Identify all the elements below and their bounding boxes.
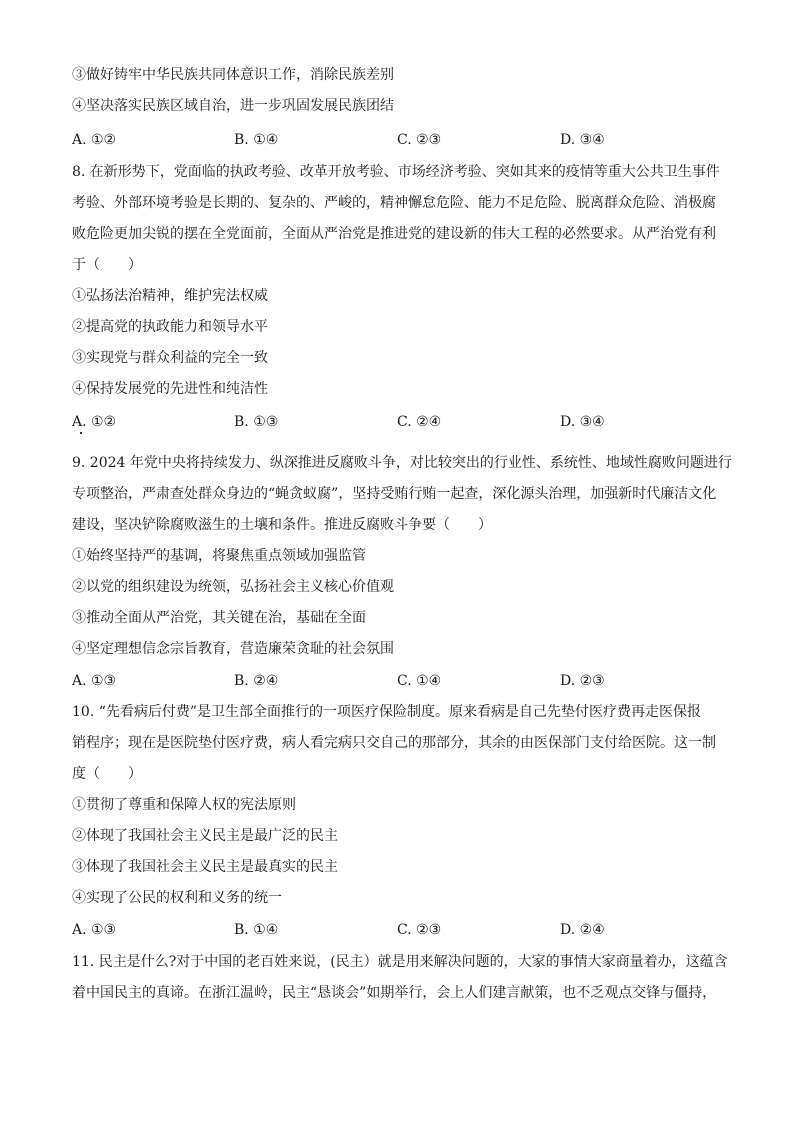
q8-statement-3: ③实现党与群众利益的完全一致	[72, 350, 268, 366]
q10-statement-2: ②体现了我国社会主义民主是最广泛的民主	[72, 828, 338, 844]
q9-statement-2: ②以党的组织建设为统领，弘扬社会主义核心价值观	[72, 579, 394, 595]
q7-option-b: B. ①④	[234, 132, 279, 148]
q9-statement-3: ③推动全面从严治党，其关键在治，基础在全面	[72, 610, 366, 626]
q10-option-a: A. ①③	[72, 922, 117, 938]
q9-option-a: A. ①③	[72, 673, 117, 689]
q8-stem-line: 败危险更加尖锐的摆在全党面前，全面从严治党是推进党的建设新的伟大工程的必然要求。从严治党有利	[72, 226, 716, 242]
q10-option-d: D. ②④	[560, 922, 605, 938]
q10-statement-3: ③体现了我国社会主义民主是最真实的民主	[72, 859, 338, 875]
stray-dot	[80, 432, 82, 434]
q8-stem-line: 8. 在新形势下，党面临的执政考验、改革开放考验、市场经济考验、突如其来的疫情等重大公共卫生事件	[72, 164, 720, 180]
q9-stem-line: 9. 2024 年党中央将持续发力、纵深推进反腐败斗争，对比较突出的行业性、系统性、地域性腐败问题进行	[72, 455, 732, 471]
q10-statement-1: ①贯彻了尊重和保障人权的宪法原则	[72, 797, 296, 813]
q9-option-c: C. ①④	[397, 673, 442, 689]
q8-option-c: C. ②④	[397, 414, 442, 430]
q10-stem-line: 10. “先看病后付费”是卫生部全面推行的一项医疗保险制度。原来看病是自己先垫付医疗费再走医保报	[72, 704, 702, 720]
q10-option-b: B. ①④	[234, 922, 279, 938]
q8-option-d: D. ③④	[560, 414, 605, 430]
q11-stem-line: 着中国民主的真谛。在浙江温岭，民主“恳谈会”如期举行，会上人们建言献策，也不乏观点交锋与僵持，	[72, 985, 717, 1001]
q8-stem-line: 于（ ）	[72, 257, 142, 273]
q9-options	[72, 672, 732, 690]
q8-options	[72, 413, 732, 431]
q8-stem-line: 考验、外部环境考验是长期的、复杂的、严峻的，精神懈怠危险、能力不足危险、脱离群众危险、消极腐	[72, 195, 716, 211]
q9-option-d: D. ②③	[560, 673, 605, 689]
q9-statement-1: ①始终坚持严的基调，将聚焦重点领域加强监管	[72, 548, 366, 564]
q9-statement-4: ④坚定理想信念宗旨教育，营造廉荣贪耻的社会氛围	[72, 641, 394, 657]
q10-stem-line: 度（ ）	[72, 766, 142, 782]
q8-option-a: A. ①②	[72, 414, 117, 430]
q7-options	[72, 131, 732, 149]
q11-stem-line: 11. 民主是什么?对于中国的老百姓来说，(民主）就是用来解决问题的，大家的事情大家商量着办，这蕴含	[72, 954, 728, 970]
q8-statement-2: ②提高党的执政能力和领导水平	[72, 319, 268, 335]
q7-option-d: D. ③④	[560, 132, 605, 148]
q7-statement-3: ③做好铸牢中华民族共同体意识工作，消除民族差别	[72, 67, 394, 83]
q7-option-c: C. ②③	[397, 132, 442, 148]
q7-option-a: A. ①②	[72, 132, 117, 148]
q9-stem-line: 专项整治，严肃查处群众身边的“蝇贪蚁腐”，坚持受贿行贿一起查，深化源头治理，加强新时代廉洁文化	[72, 486, 717, 502]
q10-stem-line: 销程序；现在是医院垫付医疗费，病人看完病只交自己的那部分，其余的由医保部门支付给医院。这一制	[72, 735, 716, 751]
q8-statement-4: ④保持发展党的先进性和纯洁性	[72, 381, 268, 397]
q10-statement-4: ④实现了公民的权利和义务的统一	[72, 890, 282, 906]
q10-option-c: C. ②③	[397, 922, 442, 938]
q9-option-b: B. ②④	[234, 673, 279, 689]
q9-stem-line: 建设，坚决铲除腐败滋生的土壤和条件。推进反腐败斗争要（ ）	[72, 517, 492, 533]
q7-statement-4: ④坚决落实民族区域自治，进一步巩固发展民族团结	[72, 98, 394, 114]
q8-option-b: B. ①③	[234, 414, 279, 430]
q10-options	[72, 921, 732, 939]
q8-statement-1: ①弘扬法治精神，维护宪法权威	[72, 288, 268, 304]
